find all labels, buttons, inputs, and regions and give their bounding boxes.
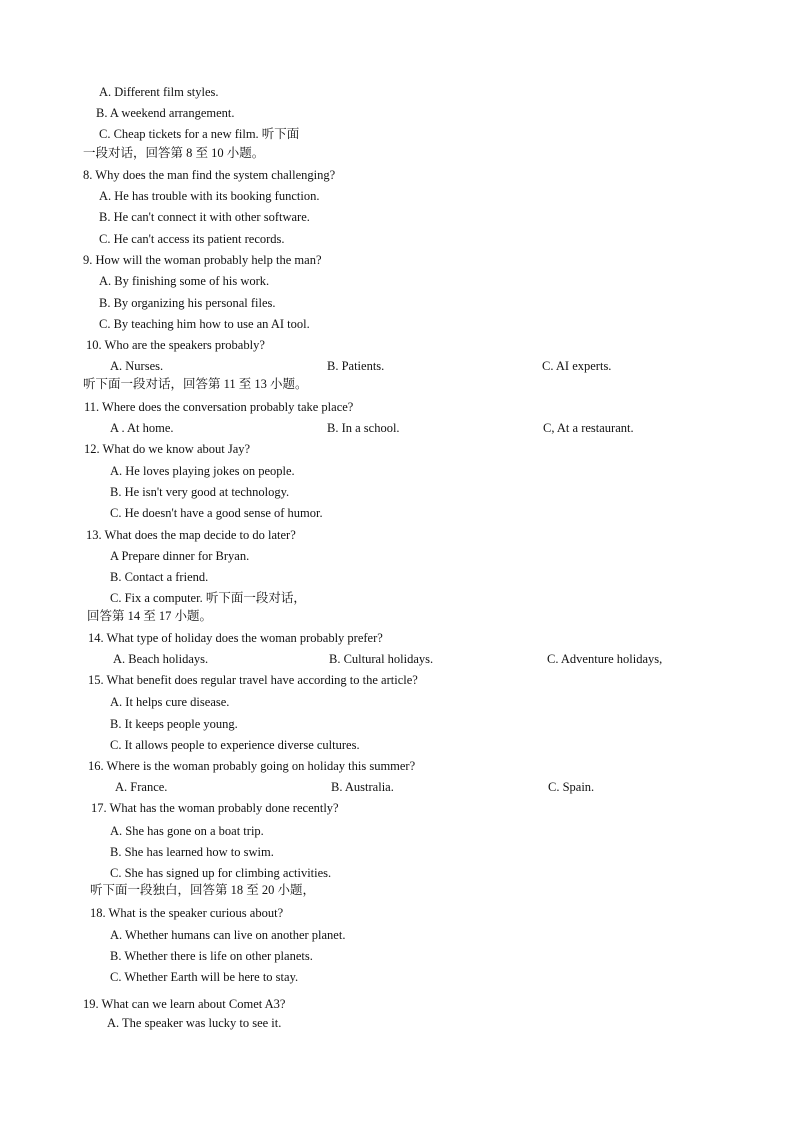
q13-option-c: C. Fix a computer. 听下面一段对话， bbox=[110, 591, 306, 605]
q12-option-c: C. He doesn't have a good sense of humor. bbox=[110, 506, 323, 520]
q7-option-b: B. A weekend arrangement. bbox=[96, 106, 235, 120]
question-16: 16. Where is the woman probably going on holiday this summer? bbox=[88, 759, 416, 773]
q15-option-a: A. It helps cure disease. bbox=[110, 695, 230, 709]
q18-option-b: B. Whether there is life on other planets. bbox=[110, 949, 313, 963]
q16-option-a: A. France. bbox=[115, 780, 168, 794]
q8-option-a: A. He has trouble with its booking function. bbox=[99, 189, 320, 203]
q12-option-a: A. He loves playing jokes on people. bbox=[110, 464, 295, 478]
question-17: 17. What has the woman probably done recently? bbox=[91, 801, 339, 815]
section-instruction: 一段对话，回答第 8 至 10 小题。 bbox=[83, 146, 265, 160]
q7-option-c: C. Cheap tickets for a new film. 听下面 bbox=[99, 127, 300, 141]
question-10: 10. Who are the speakers probably? bbox=[86, 338, 265, 352]
q9-option-a: A. By finishing some of his work. bbox=[99, 274, 270, 288]
q11-option-b: B. In a school. bbox=[327, 421, 400, 435]
q17-option-a: A. She has gone on a boat trip. bbox=[110, 824, 264, 838]
question-14: 14. What type of holiday does the woman probably prefer? bbox=[88, 631, 383, 645]
question-13: 13. What does the map decide to do later? bbox=[86, 528, 296, 542]
section-instruction: 听下面一段对话，回答第 11 至 13 小题。 bbox=[83, 377, 308, 391]
q8-option-c: C. He can't access its patient records. bbox=[99, 232, 285, 246]
q8-option-b: B. He can't connect it with other software. bbox=[99, 210, 310, 224]
question-12: 12. What do we know about Jay? bbox=[84, 442, 251, 456]
question-19: 19. What can we learn about Comet A3? bbox=[83, 997, 286, 1011]
q7-option-a: A. Different film styles. bbox=[99, 85, 219, 99]
q19-option-a: A. The speaker was lucky to see it. bbox=[107, 1016, 282, 1030]
q18-option-c: C. Whether Earth will be here to stay. bbox=[110, 970, 299, 984]
q16-option-c: C. Spain. bbox=[548, 780, 595, 794]
q10-option-c: C. AI experts. bbox=[542, 359, 612, 373]
q11-option-c: C, At a restaurant. bbox=[543, 421, 634, 435]
q15-option-b: B. It keeps people young. bbox=[110, 717, 238, 731]
q17-option-b: B. She has learned how to swim. bbox=[110, 845, 274, 859]
q10-option-b: B. Patients. bbox=[327, 359, 385, 373]
q9-option-c: C. By teaching him how to use an AI tool. bbox=[99, 317, 310, 331]
q9-option-b: B. By organizing his personal files. bbox=[99, 296, 276, 310]
q18-option-a: A. Whether humans can live on another planet. bbox=[110, 928, 346, 942]
q16-option-b: B. Australia. bbox=[331, 780, 394, 794]
section-instruction: 回答第 14 至 17 小题。 bbox=[87, 609, 213, 623]
q15-option-c: C. It allows people to experience diverse cultures. bbox=[110, 738, 360, 752]
q14-option-b: B. Cultural holidays. bbox=[329, 652, 434, 666]
q12-option-b: B. He isn't very good at technology. bbox=[110, 485, 290, 499]
q14-option-a: A. Beach holidays. bbox=[113, 652, 209, 666]
question-11: 11. Where does the conversation probably take place? bbox=[84, 400, 354, 414]
question-15: 15. What benefit does regular travel have according to the article? bbox=[88, 673, 418, 687]
q13-option-b: B. Contact a friend. bbox=[110, 570, 209, 584]
q13-option-a: A Prepare dinner for Bryan. bbox=[110, 549, 250, 563]
question-18: 18. What is the speaker curious about? bbox=[90, 906, 284, 920]
q11-option-a: A . At home. bbox=[110, 421, 174, 435]
q10-option-a: A. Nurses. bbox=[110, 359, 164, 373]
q14-option-c: C. Adventure holidays, bbox=[547, 652, 663, 666]
section-instruction: 听下面一段独白，回答第 18 至 20 小题， bbox=[90, 883, 316, 897]
question-9: 9. How will the woman probably help the man? bbox=[83, 253, 322, 267]
question-8: 8. Why does the man find the system challenging? bbox=[83, 168, 336, 182]
q17-option-c: C. She has signed up for climbing activities. bbox=[110, 866, 332, 880]
